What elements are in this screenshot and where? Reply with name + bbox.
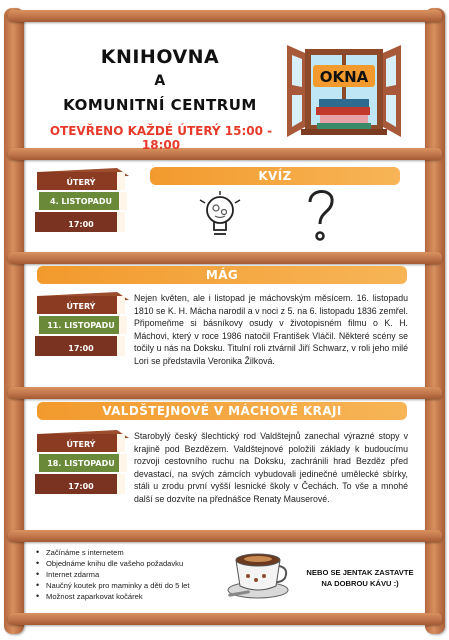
shelf-plank-2 xyxy=(8,252,442,264)
service-item: • Začínáme s internetem xyxy=(36,547,190,558)
coffee-cup-icon xyxy=(224,546,294,600)
event-day: ÚTERÝ xyxy=(66,440,96,449)
event-time: 17:00 xyxy=(68,220,94,229)
event-date: 18. LISTOPADU xyxy=(47,459,115,468)
service-item: • Objednáme knihu dle vašeho požadavku xyxy=(36,558,190,569)
services-list xyxy=(36,547,190,602)
title-line-2: A xyxy=(154,73,166,89)
service-item: • Naučný koutek pro maminky a děti do 5 let xyxy=(36,580,190,591)
okna-window-illustration xyxy=(283,43,405,143)
section-valdstejn-banner: VALDŠTEJNOVÉ V MÁCHOVĚ KRAJI xyxy=(37,402,407,420)
service-item: • Internet zdarma xyxy=(36,569,190,580)
lightbulb-icon xyxy=(196,190,244,242)
shelf-plank-3 xyxy=(8,387,442,399)
shelf-plank-4 xyxy=(8,530,442,542)
coffee-invitation: NEBO SE JENTAK ZASTAVTE NA DOBROU KÁVU :) xyxy=(306,568,414,588)
book-stack-kviz xyxy=(33,166,133,246)
section-mag-text: Nejen květen, ale i listopad je máchovským měsícem. 16. listopadu 1810 se K. H. Mácha narodil a v noci z 5. na 6. listopadu 1836 zemřel. Připomeňme si básníkovy osudy v životopisném filmu o K. H. Máchovi, který v roce 1986 natočil František Vláčil. Některé scény se točily u nás na Doksku. Titulní roli ztvárnil Jiří Schwarz, v roli jeho milé Lori se představila Veronika Žilková. xyxy=(134,293,408,366)
event-time: 17:00 xyxy=(68,344,94,353)
shelf-plank-bottom xyxy=(8,613,442,625)
shelf-plank-top xyxy=(8,10,442,22)
event-time: 17:00 xyxy=(68,482,94,491)
title-line-3: KOMUNITNÍ CENTRUM xyxy=(63,96,257,114)
book-stack-valdstejn xyxy=(33,428,133,508)
event-date: 11. LISTOPADU xyxy=(47,321,115,330)
section-mag-banner: MÁG xyxy=(37,266,407,284)
section-valdstejn-text: Starobylý český šlechtický rod Valdštejnů zanechal výrazné stopy v krajině pod Bezdězem. Valdštejnové položili základy k budoucímu rozvoji cestovního ruchu na Doksku, zachránili hrad Bezděz před devastací, na svých zámcích vybudovali jedinečné umělecké sbírky, stáli u zrodu první vyšší lesnické školy v Čechách. To vše a mnohé další se dozvíte na přednášce Renaty Mauserové. xyxy=(134,431,408,504)
title-line-1: KNIHOVNA xyxy=(100,46,220,68)
event-date: 4. LISTOPADU xyxy=(50,197,112,206)
question-mark-icon xyxy=(300,186,340,244)
event-day: ÚTERÝ xyxy=(66,178,96,187)
event-day: ÚTERÝ xyxy=(66,302,96,311)
service-item: • Možnost zaparkovat kočárek xyxy=(36,591,190,602)
opening-hours: OTEVŘENO KAŽDÉ ÚTERÝ 15:00 - 18:00 xyxy=(49,124,273,152)
okna-sign-text: OKNA xyxy=(319,68,369,86)
book-stack-mag xyxy=(33,290,133,370)
section-kviz-banner: KVÍZ xyxy=(150,167,400,185)
